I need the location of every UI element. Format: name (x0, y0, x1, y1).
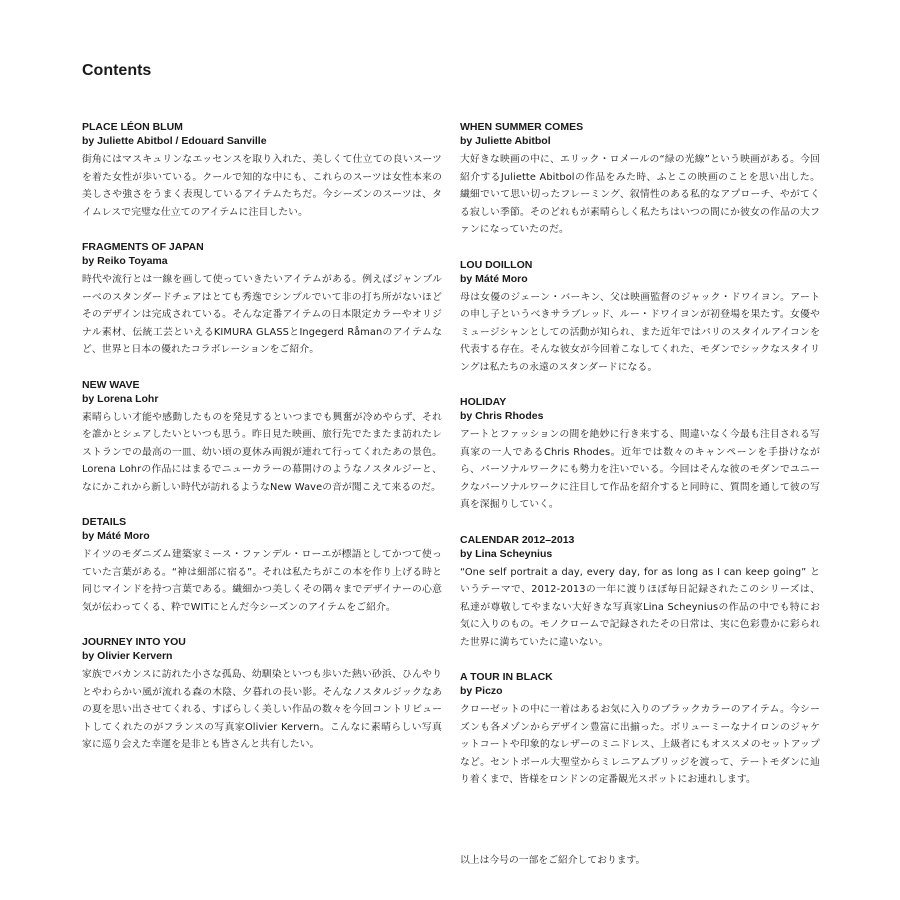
footer-note: 以上は今号の一部をご紹介しております。 (460, 855, 646, 866)
entry-title: JOURNEY INTO YOU (82, 636, 186, 648)
entry-byline: by Juliette Abitbol (460, 135, 551, 147)
entry-title: PLACE LÉON BLUM (82, 121, 183, 133)
entry-title: WHEN SUMMER COMES (460, 121, 584, 133)
entry-byline: by Olivier Kervern (82, 650, 173, 662)
entry-description: “One self portrait a day, every day, for as long as I can keep going” というテーマで、2012-2013の一年に渡りほぼ毎日記録されたこのシリーズは、私達が尊敬してやまない大好きな写真家Lina Scheyniusの作品の中でも特にお気に入りのもの。モノクロームで記録されたその日常は、実に色彩豊かに彩られた世界に満ちていたに違いない。 (460, 566, 820, 648)
entry-title: A TOUR IN BLACK (460, 671, 553, 683)
contents-entry (82, 515, 442, 616)
entry-byline: by Máté Moro (82, 530, 150, 542)
contents-entry (82, 635, 442, 754)
contents-entry (460, 120, 820, 239)
entry-description: クローゼットの中に一着はあるお気に入りのブラックカラーのアイテム。今シーズンも各メゾンからデザイン豊富に出揃った。ボリューミーなナイロンのジャケットコートや印象的なレザーのミニドレス、上級者にもオススメのセットアップなど。セントポール大聖堂からミレニアムブリッジを渡って、テートモダンに辿り着くまで、皆様をロンドンの定番観光スポットにお連れします。 (460, 704, 820, 785)
entry-title: NEW WAVE (82, 378, 140, 391)
entry-byline: by Reiko Toyama (82, 255, 168, 267)
entry-description: アートとファッションの間を絶妙に行き来する、間違いなく今最も注目される写真家の一人であるChris Rhodes。近年では数々のキャンペーンを手掛けながら、パーソナルワークにも勢力を注いでいる。今回はそんな彼のモダンでユニークなパーソナルワークに注目して作品を紹介すると同時に、質問を通して彼の写真を深掘りしていく。 (460, 429, 820, 510)
entry-title: HOLIDAY (460, 396, 507, 408)
contents-right-column (460, 120, 820, 808)
contents-entry (82, 120, 442, 221)
entry-title: DETAILS (82, 516, 127, 528)
entry-byline: by Lorena Lohr (82, 392, 159, 405)
page-title: Contents (82, 62, 152, 79)
contents-entry (460, 258, 820, 377)
contents-entry (460, 395, 820, 514)
entry-byline: by Lina Scheynius (460, 547, 553, 560)
entry-description: 素晴らしい才能や感動したものを発見するといつまでも興奮が冷めやらず、それを誰かとシェアしたいといつも思う。昨日見た映画、旅行先でたまたま訪れたレストランでの最高の一皿、幼い頃の夏休み両親が連れて行ってくれたあの景色。Lorena Lohrの作品にはまるでニューカラーの幕開けのようなノスタルジーと、なにかこれから新しい時代が訪れるようなNew Waveの音が聞こえて来るのだ。 (82, 411, 442, 493)
contents-entry (460, 670, 820, 789)
entry-title: FRAGMENTS OF JAPAN (82, 241, 204, 253)
entry-description: 街角にはマスキュリンなエッセンスを取り入れた、美しくて仕立ての良いスーツを着た女性が歩いている。クールで知的な中にも、これらのスーツは女性本来の美しさや強さをうまく表現しているアイテムたちだ。今シーズンのスーツは、タイムレスで完璧な仕立てのアイテムに注目したい。 (82, 154, 442, 218)
contents-entry (460, 533, 820, 652)
entry-byline: by Piczo (460, 685, 503, 697)
entry-description: ドイツのモダニズム建築家ミース・ファンデル・ローエが標語としてかつて使っていた言葉がある。“神は細部に宿る”。それは私たちがこの本を作り上げる時と同じマインドを持つ言葉である。繊細かつ美しくその隅々までデザイナーの心意気が伝わってくる、粋でWITにとんだ今シーズンのアイテムをご紹介。 (82, 549, 442, 613)
contents-entry (82, 240, 442, 359)
entry-description: 家族でバカンスに訪れた小さな孤島、幼馴染といつも歩いた熱い砂浜、ひんやりとやわらかい風が流れる森の木陰、夕暮れの長い影。そんなノスタルジックなあの夏を思い出させてくれる、すばらしく美しい作品の数々を今回コントリビュートしてくれたのがフランスの写真家Olivier Kervern。こんなに素晴らしい写真家に巡り会えた幸運を是非とも皆さんと共有したい。 (82, 669, 442, 750)
entry-description: 大好きな映画の中に、エリック・ロメールの“緑の光線”という映画がある。今回紹介するJuliette Abitbolの作品をみた時、ふとこの映画のことを思い出した。繊細でいて思い切ったフレーミング、叙情性のある私的なアプローチ、やがてくる寂しい季節。そのどれもが素晴らしく私たちはいつの間にか彼女の作品の大ファンになっていたのだ。 (460, 154, 820, 235)
entry-description: 母は女優のジェーン・バーキン、父は映画監督のジャック・ドワイヨン。アートの申し子というべきサラブレッド、ルー・ドワイヨンが初登場を果たす。女優やミュージシャンとしての活動が知られ、また近年ではパリのスタイルアイコンを代表する存在。そんな彼女が今回着こなしてくれた、モダンでシックなスタイリングは私たちの永遠のスタンダードになる。 (460, 291, 820, 373)
entry-byline: by Máté Moro (460, 272, 528, 285)
entry-title: LOU DOILLON (460, 258, 533, 271)
entry-title: CALENDAR 2012–2013 (460, 533, 575, 546)
contents-left-column (82, 120, 442, 773)
contents-entry (82, 378, 442, 497)
entry-byline: by Juliette Abitbol / Edouard Sanville (82, 135, 267, 147)
entry-description: 時代や流行とは一線を画して使っていきたいアイテムがある。例えばジャンブルーべのスタンダードチェアはとても秀逸でシンプルでいて非の打ち所がないほどそのデザインは完成されている。そんな定番アイテムの日本限定カラーやオリジナル素材、伝統工芸といえるKIMURA GLASSとIngegerd Råmanのアイテムなど、世界と日本の優れたコラボレーションをご紹介。 (82, 274, 442, 355)
entry-byline: by Chris Rhodes (460, 410, 544, 422)
